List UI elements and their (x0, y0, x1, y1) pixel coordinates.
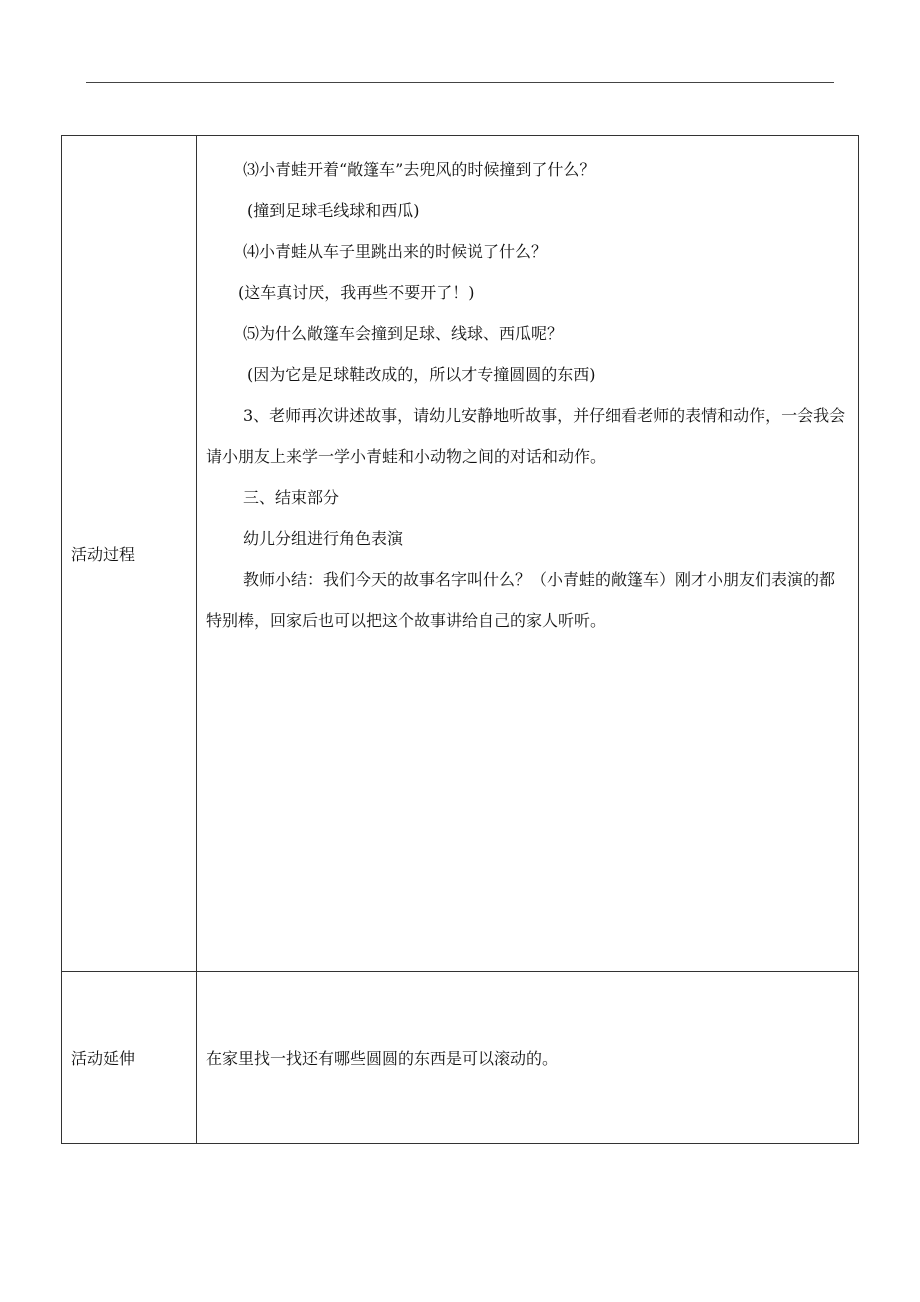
activity-extension-content: 在家里找一找还有哪些圆圆的东西是可以滚动的。 (197, 972, 859, 1144)
section-heading-conclusion: 三、结束部分 (243, 488, 340, 507)
activity-process-row (62, 136, 859, 972)
activity-extension-label: 活动延伸 (62, 972, 197, 1144)
header-rule (86, 82, 834, 83)
answer-3: (撞到足球毛线球和西瓜) (247, 201, 420, 220)
step-3-paragraph: 3、老师再次讲述故事，请幼儿安静地听故事，并仔细看老师的表情和动作，一会我会请小朋友上来学一学小青蛙和小动物之间的对话和动作。 (206, 406, 846, 466)
question-4: ⑷小青蛙从车子里跳出来的时候说了什么？ (243, 242, 548, 261)
question-3: ⑶小青蛙开着“敞篷车”去兜风的时候撞到了什么？ (243, 160, 596, 179)
answer-5: (因为它是足球鞋改成的，所以才专撞圆圆的东西) (247, 365, 596, 384)
activity-process-label: 活动过程 (62, 136, 197, 972)
answer-4: (这车真讨厌，我再些不要开了！) (238, 283, 475, 302)
activity-process-content (197, 136, 859, 972)
role-play-paragraph: 幼儿分组进行角色表演 (243, 529, 404, 548)
activity-extension-row (62, 972, 859, 1144)
question-5: ⑸为什么敞篷车会撞到足球、线球、西瓜呢？ (243, 324, 564, 343)
teacher-summary-paragraph: 教师小结：我们今天的故事名字叫什么？（小青蛙的敞篷车）刚才小朋友们表演的都特别棒，回家后也可以把这个故事讲给自己的家人听听。 (206, 570, 836, 630)
lesson-plan-table (61, 135, 859, 1144)
